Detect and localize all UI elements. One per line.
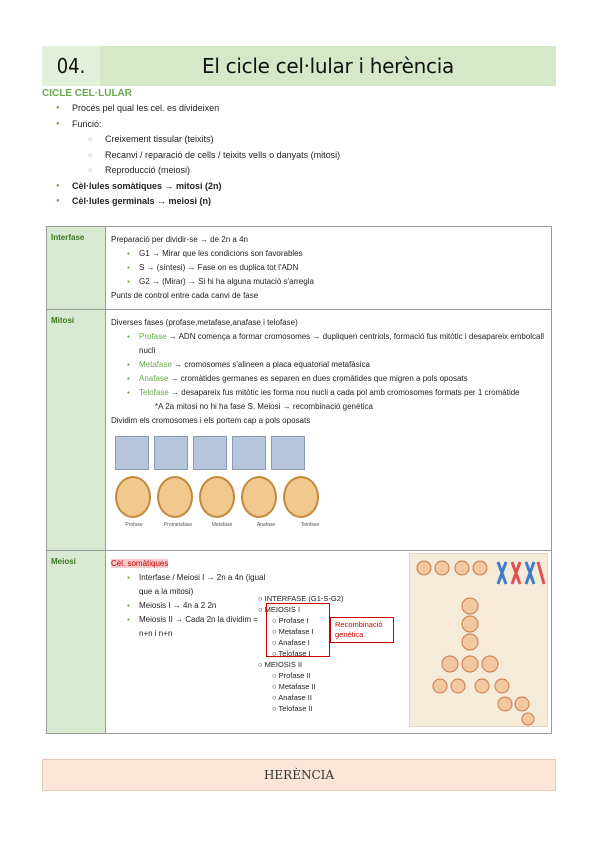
list-item	[111, 372, 546, 386]
recombination-label: Recombinació genètica	[335, 620, 383, 639]
list-item: ● Cèl·lules germinals → meiosi (n)	[40, 194, 340, 210]
interphase-label: ○ INTERFASE (G1-S-G2)	[258, 594, 344, 603]
micrograph-image	[154, 436, 188, 470]
list-item: ● Meiosis I → 4n a 2 2n	[111, 599, 271, 613]
phase-name: Anafase	[139, 374, 169, 383]
phase-text: → cromosomes s'alineen a placa equatorial metafàsica	[171, 360, 370, 369]
list-item: ○ Recanvi / reparació de cells / teixits vells o danyats (mitosi)	[40, 148, 340, 164]
list-item	[111, 358, 546, 372]
micrograph-image	[193, 436, 227, 470]
cell-diagram	[283, 476, 319, 518]
list-item: ○ Metafase II	[272, 682, 316, 691]
cell-diagram	[157, 476, 193, 518]
phase-text: → ADN comença a formar cromosomes → dupliquen centriols, formació fus mitòtic i desapareix embolcall nucli	[139, 332, 545, 355]
list-item: ● Interfase / Meiosi I → 2n a 4n (igual que a la mitosi)	[111, 571, 271, 599]
meiosis-diagram	[410, 554, 547, 726]
caption: Prometafase	[163, 522, 193, 528]
note: *A 2a mitosi no hi ha fase S. Meiosi → recombinació genètica	[155, 402, 373, 411]
section-title-cicle: CICLE CEL·LULAR	[42, 88, 132, 99]
row-footer: Punts de control entre cada canvi de fase	[111, 291, 259, 300]
row-content	[106, 310, 552, 551]
list-item: ● G1 → Mirar que les condicions son favorables	[111, 247, 546, 261]
phase-text: → cromàtides germanes es separen en dues cromàtides que migren a pols oposats	[168, 374, 468, 383]
list-item: ○ Telofase II	[272, 704, 313, 713]
diagram-captions	[111, 518, 546, 532]
list-item: ○ Creixement tissular (teixits)	[40, 132, 340, 148]
list-item: ○ Reproducció (meiosi)	[40, 163, 340, 179]
caption: Telofase	[300, 522, 320, 528]
page-header	[42, 46, 556, 86]
cell-diagram	[241, 476, 277, 518]
section-number: 04.	[42, 46, 100, 86]
mitosis-micrographs	[111, 436, 546, 470]
list-item: ● Cèl·lules somàtiques → mitosi (2n)	[40, 179, 340, 195]
micrograph-image	[271, 436, 305, 470]
row-intro: Preparació per dividir-se → de 2n a 4n	[111, 235, 248, 244]
phase-name: Profase	[139, 332, 167, 341]
micrograph-image	[115, 436, 149, 470]
list-item: ● G2 → (Mirar) → Si hi ha alguna mutació s'arregla	[111, 275, 546, 289]
list-item: ○ Profase I	[272, 616, 309, 625]
row-label: Mitosi	[47, 310, 106, 551]
meiosi-heading: Cèl. somàtiques	[111, 559, 169, 568]
meiosis1-label: ○ MEIOSIS I	[258, 605, 301, 614]
list-item: ○ Profase II	[272, 671, 311, 680]
meiosis1-highlight-box	[266, 603, 330, 657]
list-item: ● Meiosis II → Cada 2n la dividim = n+n i n+n	[111, 613, 271, 641]
meiosis-diagram-image	[409, 553, 548, 727]
intro-bullet-list	[40, 101, 340, 210]
list-item: ○ Anafase II	[272, 693, 312, 702]
table-row-mitosi	[47, 310, 552, 551]
caption: Profase	[125, 522, 143, 528]
row-label: Meiosi	[47, 551, 106, 734]
cell-diagram	[115, 476, 151, 518]
table-row-interfase	[47, 227, 552, 310]
caption: Metafase	[211, 522, 233, 528]
row-label: Interfase	[47, 227, 106, 310]
section-title-herencia: HERÈNCIA	[42, 759, 556, 791]
caption: Anafase	[256, 522, 276, 528]
list-item	[111, 330, 546, 358]
meiosi-left	[111, 557, 271, 641]
row-footer: Dividim els cromosomes i els portem cap a pols oposats	[111, 416, 311, 425]
list-item: ○ Metafase I	[272, 627, 314, 636]
micrograph-image	[232, 436, 266, 470]
list-item: ○ Telofase I	[272, 649, 311, 658]
list-item: ● Procés pel qual les cel. es divideixen	[40, 101, 340, 117]
phase-name: Metafase	[139, 360, 172, 369]
list-item: ● S → (síntesi) → Fase on es duplica tot l'ADN	[111, 261, 546, 275]
phase-name: Telofase	[139, 388, 169, 397]
row-intro: Diverses fases (profase,metafase,anafase i telofase)	[111, 318, 298, 327]
list-item: ● Funció:	[40, 117, 340, 133]
page-title: El cicle cel·lular i herència	[100, 46, 556, 86]
list-item: ○ Anafase I	[272, 638, 310, 647]
row-content	[106, 227, 552, 310]
mitosis-diagram	[111, 476, 546, 518]
cell-diagram	[199, 476, 235, 518]
list-item	[111, 386, 546, 400]
phase-text: → desapareix fus mitòtic ies forma nou nucli a cada pol amb cromosomes formats per 1 cromàtide	[168, 388, 520, 397]
meiosis2-label: ○ MEIOSIS II	[258, 660, 303, 669]
